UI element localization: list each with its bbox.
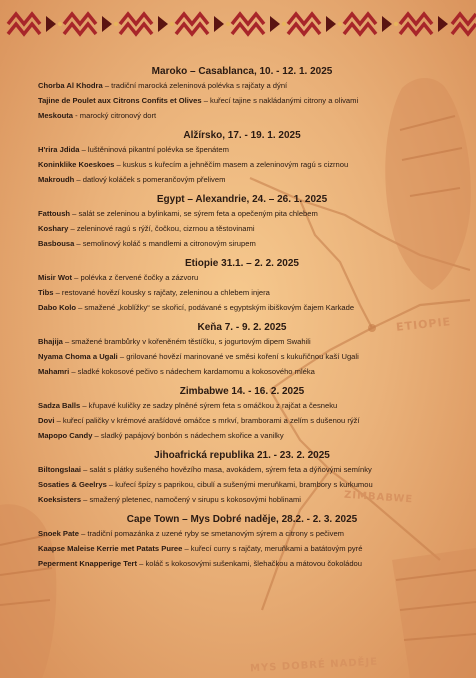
dish-name: Koninklike Koeskoes [38, 160, 115, 169]
menu-item [38, 558, 446, 573]
menu-section [38, 448, 446, 509]
dish-description: – semolinový koláč s mandlemi a citronovým sirupem [74, 239, 256, 248]
dish-description: – smažené „koblížky“ se skořicí, podávané s egyptským ibiškovým čajem Karkade [75, 303, 355, 312]
dish-description: – grilované hovězí marinované ve směsi koření s kukuřičnou kaší Ugali [117, 352, 359, 361]
dish-description: – salát s plátky sušeného hovězího masa, avokádem, sýrem feta a dýňovými semínky [81, 465, 372, 474]
dish-name: Tajine de Poulet aux Citrons Confits et Olives [38, 96, 202, 105]
menu-section [38, 320, 446, 381]
menu-item [38, 159, 446, 174]
dish-name: Basbousa [38, 239, 75, 248]
menu-item [38, 494, 446, 509]
dish-description: – tradiční pomazánka z uzené ryby se smetanovým sýrem a citrony s pečivem [78, 529, 344, 538]
dish-description: – datlový koláček s pomerančovým přelivem [74, 175, 226, 184]
dish-name: Koeksisters [38, 495, 82, 504]
dish-description: – kuřecí paličky v krémové arašídové omáčce s mrkví, bramborami a zelím s dušenou rýží [54, 416, 360, 425]
menu-item [38, 80, 446, 95]
dish-name: Mapopo Candy [38, 431, 93, 440]
dish-name: Nyama Choma a Ugali [38, 352, 118, 361]
dish-description: – polévka z červené čočky a zázvoru [72, 273, 199, 282]
dish-description: – smažené brambůrky v kořeněném těstíčku, s jogurtovým dipem Swahili [62, 337, 311, 346]
menu-section [38, 256, 446, 317]
menu-item [38, 223, 446, 238]
menu-section [38, 192, 446, 253]
dish-name: Sadza Balls [38, 401, 81, 410]
menu-content [0, 64, 476, 576]
dish-description: – kuskus s kuřecím a jehněčím masem a zeleninovým ragú s cizrnou [114, 160, 349, 169]
dish-name: Biltongslaai [38, 465, 82, 474]
dish-name: Kaapse Maleise Kerrie met Patats Puree [38, 544, 183, 553]
menu-section [38, 64, 446, 125]
menu-item [38, 238, 446, 253]
menu-item [38, 272, 446, 287]
menu-item [38, 110, 446, 125]
dish-description: – kuřecí tajine s nakládanými citrony a olivami [201, 96, 359, 105]
section-title: Etiopie 31.1. – 2. 2. 2025 [185, 258, 299, 269]
menu-item [38, 430, 446, 445]
menu-item [38, 479, 446, 494]
menu-item [38, 174, 446, 189]
menu-section [38, 128, 446, 189]
dish-name: Tibs [38, 288, 54, 297]
section-title: Egypt – Alexandrie, 24. – 26. 1. 2025 [156, 194, 328, 205]
dish-description: – tradiční marocká zeleninová polévka s rajčaty a dýní [102, 81, 288, 90]
menu-section [38, 384, 446, 445]
menu-item [38, 336, 446, 351]
dish-name: Makroudh [38, 175, 75, 184]
menu-item [38, 302, 446, 317]
etiopie-stamp: ETIOPIE [395, 315, 452, 334]
section-title: Cape Town – Mys Dobré naděje, 28.2. - 2. 3. 2025 [126, 514, 358, 525]
menu-item [38, 287, 446, 302]
dish-name: Sosaties & Geelrys [38, 480, 107, 489]
dish-name: Mahamri [38, 367, 70, 376]
dish-description: – salát se zeleninou a bylinkami, se sýrem feta a opečeným pita chlebem [70, 209, 318, 218]
dish-name: Koshary [38, 224, 69, 233]
menu-item [38, 415, 446, 430]
menu-item [38, 464, 446, 479]
section-title: Alžírsko, 17. - 19. 1. 2025 [183, 130, 301, 141]
dish-name: Peperment Knapperige Tert [38, 559, 138, 568]
dish-name: Dovi [38, 416, 55, 425]
dish-description: – sladký papájový bonbón s nádechem skořice a vanilky [92, 431, 284, 440]
dish-description: – kuřecí curry s rajčaty, meruňkami a batátovým pyré [182, 544, 363, 553]
dish-name: Meskouta [38, 111, 74, 120]
menu-item [38, 208, 446, 223]
dish-description: – restované hovězí kousky s rajčaty, zeleninou a chlebem injera [53, 288, 270, 297]
dish-name: Fattoush [38, 209, 71, 218]
dish-name: Chorba Al Khodra [38, 81, 103, 90]
menu-item [38, 95, 446, 110]
dish-description: – kuřecí špízy s paprikou, cibulí a sušenými meruňkami, brambory s kurkumou [106, 480, 373, 489]
menu-item [38, 543, 446, 558]
menu-item [38, 528, 446, 543]
tribal-top-border [0, 0, 476, 52]
menu-item [38, 400, 446, 415]
dish-description: – zeleninové ragú s rýží, čočkou, cizrnou a těstovinami [68, 224, 255, 233]
dish-description: – křupavé kuličky ze sadzy plněné sýrem feta s omáčkou z rajčat a česneku [80, 401, 338, 410]
section-title: Jihoafrická republika 21. - 23. 2. 2025 [154, 450, 330, 461]
dish-description: - marocký citronový dort [73, 111, 157, 120]
dish-description: – koláč s kokosovými sušenkami, šlehačkou a mátovou čokoládou [137, 559, 363, 568]
dish-name: H'rira Jdida [38, 145, 80, 154]
section-title: Zimbabwe 14. - 16. 2. 2025 [179, 386, 305, 397]
dish-name: Misir Wot [38, 273, 73, 282]
menu-item [38, 351, 446, 366]
mys-dobre-nadeje-stamp: MYS DOBRÉ NADĚJE [249, 656, 379, 675]
dish-description: – luštěninová pikantní polévka se špenátem [79, 145, 229, 154]
zimbabwe-stamp: ZIMBABWE [343, 489, 414, 506]
dish-name: Snoek Pate [38, 529, 79, 538]
dish-name: Dabo Kolo [38, 303, 76, 312]
menu-item [38, 144, 446, 159]
dish-name: Bhajija [38, 337, 63, 346]
dish-description: – smažený pletenec, namočený v sirupu s kokosovými hoblinami [81, 495, 301, 504]
dish-description: – sladké kokosové pečivo s nádechem kardamomu a kokosového mléka [69, 367, 315, 376]
menu-section [38, 512, 446, 573]
menu-item [38, 366, 446, 381]
section-title: Keňa 7. - 9. 2. 2025 [197, 322, 287, 333]
section-title: Maroko – Casablanca, 10. - 12. 1. 2025 [151, 66, 333, 77]
